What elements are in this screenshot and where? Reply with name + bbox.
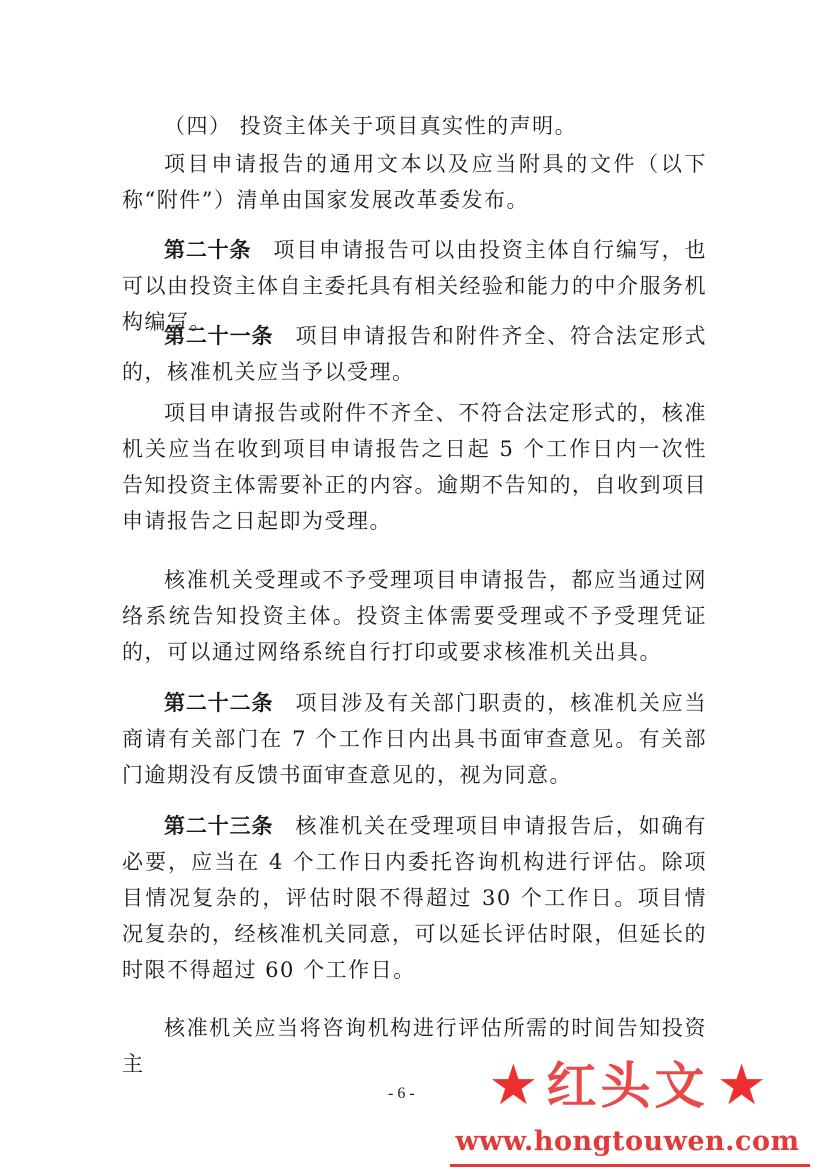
paragraph-text: （四） 投资主体关于项目真实性的声明。	[164, 114, 578, 138]
paragraph-item-4	[122, 108, 707, 144]
article-21	[122, 318, 707, 390]
paragraph-text: 项目申请报告的通用文本以及应当附具的文件（以下称“附件”）清单由国家发展改革委发布。	[122, 152, 707, 212]
article-number: 第二十条	[164, 238, 252, 262]
article-22	[122, 685, 707, 793]
watermark-title: 红头文	[546, 1057, 709, 1115]
paragraph-text: 核准机关在受理项目申请报告后，如确有必要，应当在 4 个工作日内委托咨询机构进行评估。除项目情况复杂的，评估时限不得超过 30 个工作日。项目情况复杂的，经核准机关同意，可以延长评估时限，但延长的时限不得超过 60 个工作日。	[122, 814, 708, 982]
paragraph-text: 核准机关受理或不予受理项目申请报告，都应当通过网络系统告知投资主体。投资主体需要受理或不予受理凭证的，可以通过网络系统自行打印或要求核准机关出具。	[122, 568, 707, 664]
paragraph-attachment-list	[122, 146, 707, 218]
star-icon: ★	[488, 1053, 539, 1118]
watermark-logo	[430, 1050, 825, 1168]
paragraph-text: 项目涉及有关部门职责的，核准机关应当商请有关部门在 7 个工作日内出具书面审查意见。有关部门逾期没有反馈书面审查意见的，视为同意。	[122, 691, 708, 787]
watermark-title-row	[430, 1050, 825, 1122]
article-number: 第二十三条	[164, 814, 274, 838]
paragraph-acceptance-notice	[122, 562, 707, 670]
page-number: - 6 -	[388, 1085, 415, 1102]
article-number: 第二十一条	[164, 324, 274, 348]
article-number: 第二十二条	[164, 691, 274, 715]
watermark-underline	[450, 1164, 810, 1167]
paragraph-text: 项目申请报告或附件不齐全、不符合法定形式的，核准机关应当在收到项目申请报告之日起 5 个工作日内一次性告知投资主体需要补正的内容。逾期不告知的，自收到项目申请报告之日起即为受理。	[122, 401, 707, 533]
paragraph-incomplete-application	[122, 395, 707, 539]
watermark-url: www.hongtouwen.com	[455, 1126, 800, 1157]
article-23	[122, 808, 707, 988]
star-icon: ★	[716, 1053, 767, 1118]
paragraph-text: 项目申请报告和附件齐全、符合法定形式的，核准机关应当予以受理。	[122, 324, 708, 384]
paragraph-text: 项目申请报告可以由投资主体自行编写，也可以由投资主体自主委托具有相关经验和能力的中介服务机构编写。	[122, 238, 708, 334]
paragraph-text: 核准机关应当将咨询机构进行评估所需的时间告知投资主	[122, 1016, 707, 1076]
